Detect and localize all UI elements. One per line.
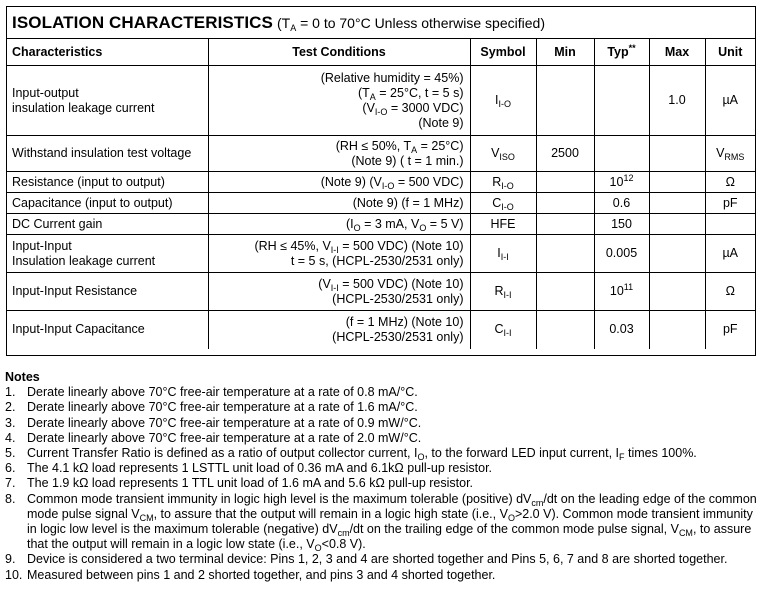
row-typ: 0.6 — [594, 193, 649, 214]
row-test-conditions: (f = 1 MHz) (Note 10) (HCPL-2530/2531 only) — [208, 311, 470, 349]
row-test-conditions: (Relative humidity = 45%) ($T_A = 25^\circ C$, t = 5 s) ($V_{I-O} = 3000$ VDC) (Note 9) — [208, 66, 470, 136]
note-item: 9. Device is considered a two terminal device: Pins 1, 2, 3 and 4 are shorted together and Pins 5, 6, 7 and 8 are shorted together. — [5, 552, 728, 567]
row-min — [536, 273, 594, 311]
note-item: 3. Derate linearly above 70°C free-air temperature at a rate of 0.9 mW/°C. — [5, 415, 422, 430]
row-max — [649, 214, 705, 235]
row-typ: 150 — [594, 214, 649, 235]
row-typ — [594, 66, 649, 136]
note-item: 1. Derate linearly above 70°C free-air temperature at a rate of 0.8 mA/°C. — [5, 385, 418, 400]
note-item: 4. Derate linearly above 70°C free-air temperature at a rate of 2.0 mW/°C. — [5, 430, 422, 445]
note-item: 2. Derate linearly above 70°C free-air temperature at a rate of 1.6 mA/°C. — [5, 400, 418, 415]
row-characteristic: Input-output insulation leakage current — [7, 66, 208, 136]
row-symbol: $I_{I-I}$ — [470, 235, 536, 273]
row-min — [536, 311, 594, 349]
row-unit: Ω — [705, 172, 755, 193]
row-max — [649, 136, 705, 172]
row-min — [536, 172, 594, 193]
row-max — [649, 172, 705, 193]
note-item: 5. Current Transfer Ratio is defined as a ratio of output collector current, $I_O$, to the forward LED input current, $I_F$ times 100%. — [5, 446, 697, 463]
note-item: 8. Common mode transient immunity in logic high level is the maximum tolerable (positive) $dV_{cm}/dt$ on the leading edge of the common mode pulse signal $V_{CM}$, to assure that the output will remain in a logic high state (i.e., $V_O>2.0$ V). Common mode transient immunity in logic low level is the maximum tolerable (negative) $dV_{cm}/dt$ on the trailing edge of the common mode pulse signal, $V_{CM}$, to assure that the output will remain in a logic low state (i.e., $V_O<0.8$ V). — [5, 491, 757, 554]
table-row — [7, 136, 755, 172]
table-title — [7, 7, 755, 39]
row-characteristic: Resistance (input to output) — [7, 172, 208, 193]
table-header-row — [7, 39, 755, 66]
table-row — [7, 193, 755, 214]
row-symbol: $R_{I-O}$ — [470, 172, 536, 193]
notes-title: Notes — [5, 370, 40, 384]
note-item: 7. The 1.9 kΩ load represents 1 TTL unit load of 1.6 mA and 5.6 kΩ pull-up resistor. — [5, 476, 474, 491]
row-min — [536, 66, 594, 136]
row-characteristic: Input-Input Capacitance — [7, 311, 208, 349]
isolation-characteristics-table — [7, 39, 755, 349]
note-item: 10. Measured between pins 1 and 2 shorted together, and pins 3 and 4 shorted together. — [5, 567, 496, 582]
row-test-conditions: (RH ≤ 50%, $T_A = 25^\circ C$) (Note 9) ( t = 1 min.) — [208, 136, 470, 172]
row-typ — [594, 136, 649, 172]
row-unit: $V_{RMS}$ — [705, 136, 755, 172]
table-row — [7, 214, 755, 235]
table-title-main: ISOLATION CHARACTERISTICS — [12, 12, 273, 32]
row-typ: $10^{11}$ — [594, 273, 649, 311]
row-unit — [705, 214, 755, 235]
row-unit: µA — [705, 66, 755, 136]
row-symbol: $C_{I-I}$ — [470, 311, 536, 349]
row-symbol: $C_{I-O}$ — [470, 193, 536, 214]
row-min — [536, 235, 594, 273]
row-min: 2500 — [536, 136, 594, 172]
row-unit: µA — [705, 235, 755, 273]
row-test-conditions: (RH ≤ 45%, $V_{I-I} = 500$ VDC) (Note 10) t = 5 s, (HCPL-2530/2531 only) — [208, 235, 470, 273]
row-characteristic: Input-Input Insulation leakage current — [7, 235, 208, 273]
row-max — [649, 235, 705, 273]
row-characteristic: Withstand insulation test voltage — [7, 136, 208, 172]
header-symbol: Symbol — [470, 39, 536, 66]
header-test-conditions: Test Conditions — [208, 39, 470, 66]
row-max — [649, 311, 705, 349]
row-symbol: $R_{I-I}$ — [470, 273, 536, 311]
table-row — [7, 235, 755, 273]
row-unit: pF — [705, 311, 755, 349]
table-row — [7, 66, 755, 136]
row-unit: Ω — [705, 273, 755, 311]
notes-section — [5, 370, 757, 583]
row-unit: pF — [705, 193, 755, 214]
header-characteristics: Characteristics — [7, 39, 208, 66]
row-characteristic: Input-Input Resistance — [7, 273, 208, 311]
row-symbol: $I_{I-O}$ — [470, 66, 536, 136]
row-typ: 0.03 — [594, 311, 649, 349]
table-title-conditions: ($T_A = 0$ to 70°C Unless otherwise specified) — [276, 14, 545, 33]
row-min — [536, 214, 594, 235]
row-max — [649, 193, 705, 214]
header-min: Min — [536, 39, 594, 66]
row-characteristic: Capacitance (input to output) — [7, 193, 208, 214]
row-characteristic: DC Current gain — [7, 214, 208, 235]
row-min — [536, 193, 594, 214]
header-max: Max — [649, 39, 705, 66]
row-max — [649, 273, 705, 311]
row-test-conditions: (Note 9) (f = 1 MHz) — [208, 193, 470, 214]
row-max: 1.0 — [649, 66, 705, 136]
row-typ: 0.005 — [594, 235, 649, 273]
row-symbol: $V_{ISO}$ — [470, 136, 536, 172]
row-symbol: HFE — [470, 214, 536, 235]
note-item: 6. The 4.1 kΩ load represents 1 LSTTL unit load of 0.36 mA and 6.1kΩ pull-up resistor. — [5, 461, 493, 476]
row-test-conditions: (Note 9) ($V_{I-O} = 500$ VDC) — [208, 172, 470, 193]
row-test-conditions: ($I_O = 3$ mA, $V_O = 5$ V) — [208, 214, 470, 235]
row-typ: $10^{12}$ — [594, 172, 649, 193]
header-unit: Unit — [705, 39, 755, 66]
table-row — [7, 172, 755, 193]
isolation-characteristics-table-box — [6, 6, 756, 356]
header-typ: Typ** — [594, 39, 649, 66]
table-row — [7, 311, 755, 349]
row-test-conditions: ($V_{I-I} = 500$ VDC) (Note 10) (HCPL-2530/2531 only) — [208, 273, 470, 311]
table-row — [7, 273, 755, 311]
